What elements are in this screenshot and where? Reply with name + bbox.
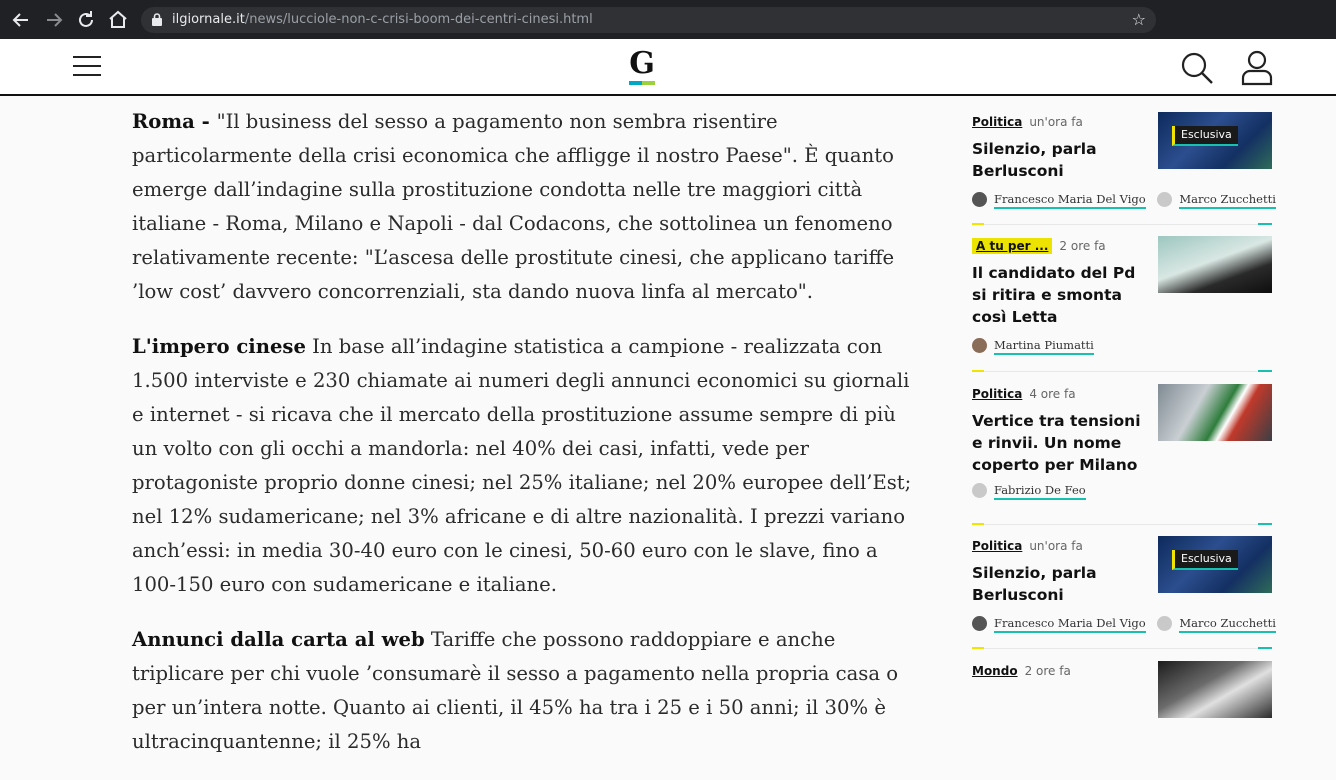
url-path: /news/lucciole-non-c-crisi-boom-dei-centri-cinesi.html [244, 12, 593, 27]
card-authors [972, 615, 1284, 631]
card-time: 4 ore fa [1029, 387, 1076, 401]
author[interactable] [972, 337, 1094, 353]
category-link[interactable]: A tu per ... [972, 238, 1052, 254]
avatar [1157, 192, 1172, 207]
card-meta [972, 663, 1071, 679]
site-header [0, 39, 1336, 96]
card-title[interactable]: Silenzio, parla Berlusconi [972, 140, 1097, 180]
card-thumbnail[interactable] [1158, 661, 1272, 718]
exclusive-badge: Esclusiva [1172, 550, 1238, 570]
card-authors [972, 482, 1094, 498]
news-card[interactable] [972, 225, 1272, 372]
reload-icon[interactable] [74, 8, 98, 32]
card-meta [972, 238, 1106, 254]
card-authors [972, 337, 1102, 353]
card-title[interactable]: Il candidato del Pd si ritira e smonta così Letta [972, 264, 1136, 326]
author-name: Francesco Maria Del Vigo [994, 616, 1146, 633]
news-card[interactable] [972, 525, 1276, 649]
card-title[interactable]: Vertice tra tensioni e rinvii. Un nome coperto per Milano [972, 412, 1141, 474]
forward-arrow-icon[interactable] [42, 8, 66, 32]
article-paragraph [132, 105, 922, 309]
paragraph-lead: L'impero cinese [132, 335, 306, 358]
author-name: Fabrizio De Feo [994, 483, 1086, 500]
author-name: Francesco Maria Del Vigo [994, 192, 1146, 209]
card-thumbnail[interactable] [1158, 112, 1272, 169]
author-name: Marco Zucchetti [1179, 192, 1276, 209]
url-text[interactable] [172, 11, 593, 29]
paragraph-text: Tariffe che possono raddoppiare e anche triplicare per chi vuole ’consumarè il sesso a pagamento nella propria casa o per un’intera notte. Quanto ai clienti, il 45% ha tra i 25 e i 50 anni; il 30% è ultracinquantenne; il 25% ha [132, 628, 899, 753]
address-bar[interactable] [141, 7, 1156, 33]
card-thumbnail[interactable] [1158, 384, 1272, 441]
card-thumbnail[interactable] [1158, 536, 1272, 593]
avatar [1157, 616, 1172, 631]
news-card[interactable] [972, 100, 1276, 225]
category-link[interactable]: Politica [972, 539, 1023, 553]
url-host: ilgiornale.it [172, 12, 245, 27]
card-authors [972, 191, 1284, 207]
sidebar-news [972, 100, 1276, 709]
author[interactable] [972, 482, 1086, 498]
card-time: 2 ore fa [1024, 664, 1071, 678]
paragraph-lead: Annunci dalla carta al web [132, 628, 425, 651]
article-paragraph [132, 330, 922, 602]
exclusive-badge: Esclusiva [1172, 126, 1238, 146]
author[interactable] [972, 191, 1146, 207]
card-meta [972, 386, 1076, 402]
category-link[interactable]: Mondo [972, 664, 1018, 678]
news-card[interactable] [972, 372, 1272, 525]
author[interactable] [1157, 191, 1276, 207]
hamburger-menu-icon[interactable] [73, 54, 101, 78]
card-time: 2 ore fa [1059, 239, 1106, 253]
paragraph-text: In base all’indagine statistica a campione - realizzata con 1.500 interviste e 230 chiamate ai numeri degli annunci economici su giornali e internet - si ricava che il mercato della prostituzione assume sempre di più un volto con gli occhi a mandorla: nel 40% dei casi, infatti, vede per protagoniste proprio donne cinesi; nel 25% italiane; nel 20% europee dell’Est; nel 12% sudamericane; nel 3% africane e di altre nazionalità. I prezzi variano anch’essi: in media 30-40 euro con le cinesi, 50-60 euro con le slave, fino a 100-150 euro con sudamericane e italiane. [132, 335, 912, 596]
site-logo[interactable] [626, 47, 658, 85]
article-body [132, 105, 922, 780]
avatar [972, 338, 987, 353]
back-arrow-icon[interactable] [9, 8, 33, 32]
avatar [972, 616, 987, 631]
card-time: un'ora fa [1029, 115, 1083, 129]
author-name: Marco Zucchetti [1179, 616, 1276, 633]
lock-icon [152, 13, 162, 26]
article-paragraph [132, 623, 922, 759]
paragraph-lead: Roma - [132, 110, 217, 133]
card-meta [972, 114, 1083, 130]
card-meta [972, 538, 1083, 554]
avatar [972, 192, 987, 207]
browser-toolbar [0, 0, 1336, 39]
author[interactable] [972, 615, 1146, 631]
author-name: Martina Piumatti [994, 338, 1094, 355]
card-thumbnail[interactable] [1158, 236, 1272, 293]
paragraph-text: "Il business del sesso a pagamento non sembra risentire particolarmente della crisi economica che affligge il nostro Paese". È quanto emerge dall’indagine sulla prostituzione condotta nelle tre maggiori città italiane - Roma, Milano e Napoli - dal Codacons, che sottolinea un fenomeno relativamente recente: "L’ascesa delle prostitute cinesi, che applicano tariffe ’low cost’ davvero concorrenziali, sta dando nuova linfa al mercato". [132, 110, 895, 303]
home-icon[interactable] [106, 8, 130, 32]
author[interactable] [1157, 615, 1276, 631]
star-icon[interactable]: ☆ [1131, 10, 1146, 29]
card-title[interactable]: Silenzio, parla Berlusconi [972, 564, 1097, 604]
avatar [972, 483, 987, 498]
category-link[interactable]: Politica [972, 115, 1023, 129]
category-link[interactable]: Politica [972, 387, 1023, 401]
search-icon[interactable] [1180, 51, 1214, 85]
news-card[interactable] [972, 649, 1272, 709]
card-time: un'ora fa [1029, 539, 1083, 553]
logo-underline [629, 81, 655, 85]
user-icon[interactable] [1240, 50, 1274, 86]
logo-letter: G [629, 46, 655, 81]
